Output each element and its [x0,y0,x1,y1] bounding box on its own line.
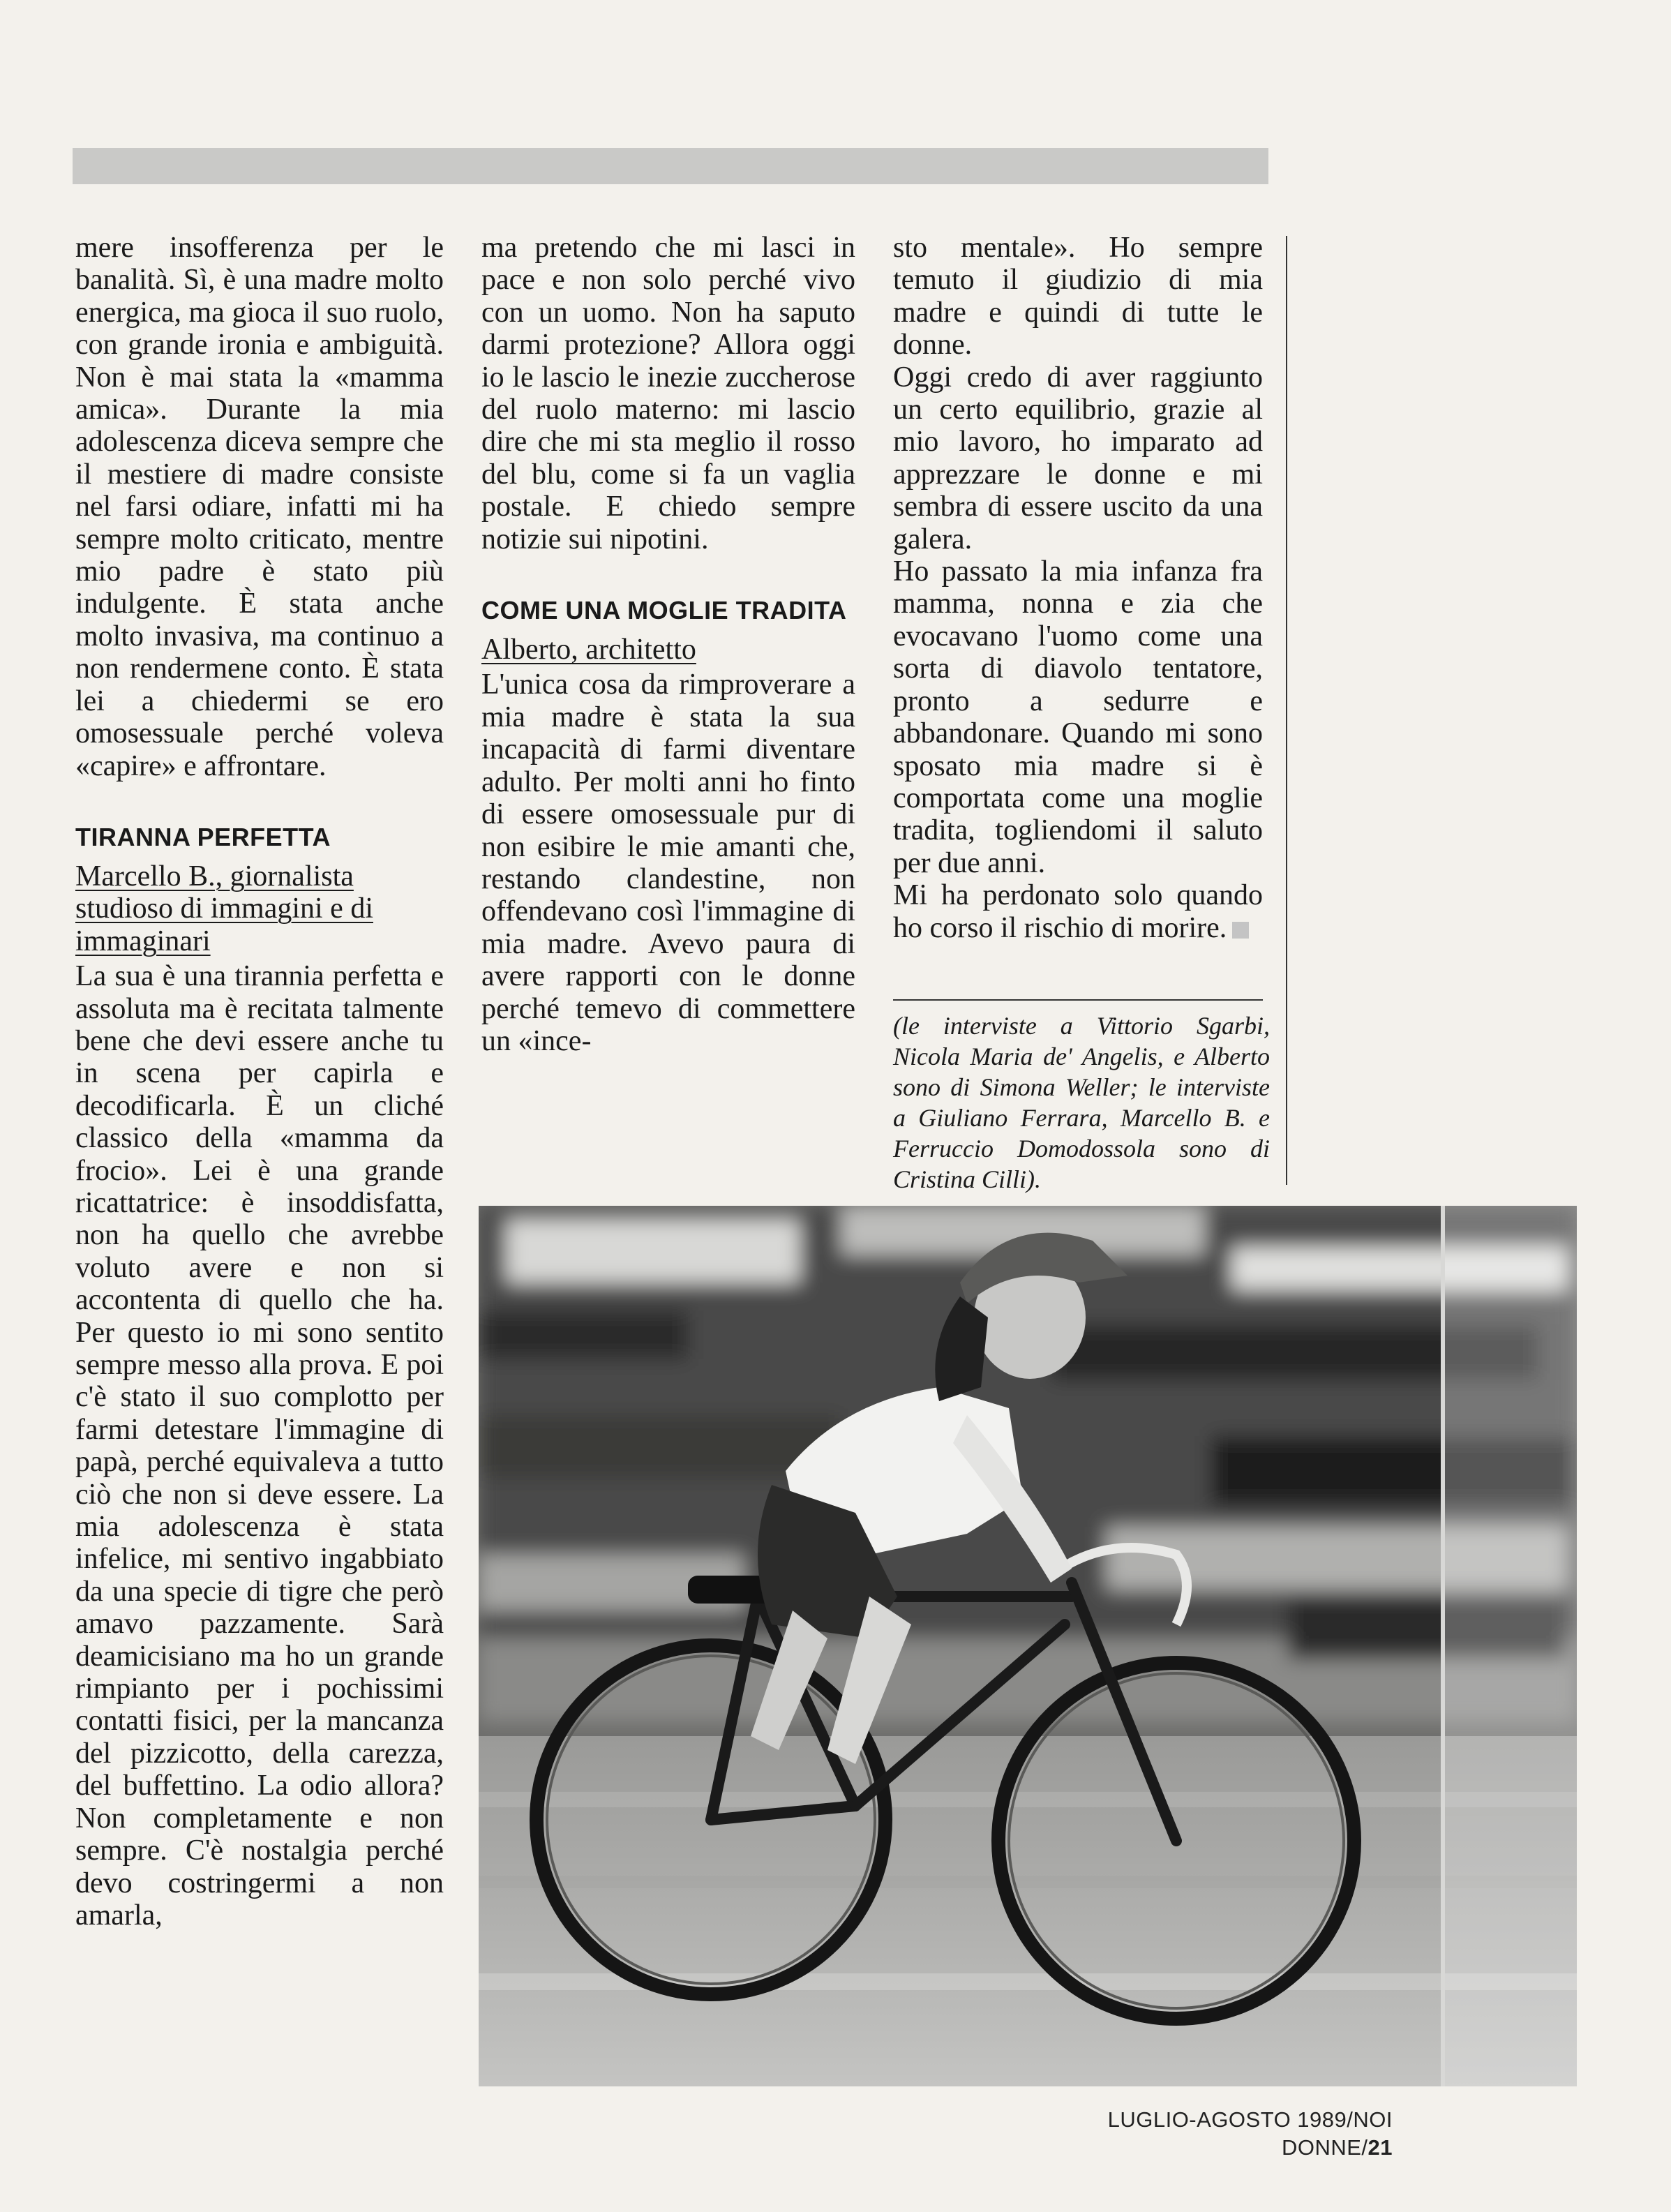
section-heading-come-una-moglie-tradita: COME UNA MOGLIE TRADITA [481,596,847,625]
section-heading-tiranna-perfetta: TIRANNA PERFETTA [75,822,331,851]
credits-divider [893,999,1263,1001]
page-number: 21 [1367,2135,1393,2160]
credits-text: (le interviste a Vittorio Sgarbi, Nicola Maria de' Angelis, e Alberto sono di Simona Weller; le interviste a Giuliano Ferrara, Marcello B. e Ferruccio Domodossola sono di Cristina Cilli). [893,1012,1270,1193]
paragraph-text: Mi ha perdonato solo quando ho corso il rischio di morire. [893,879,1263,944]
cyclist-photo-illustration [479,1206,1577,2086]
paragraph: sto mentale». Ho sempre temuto il giudizio di mia madre e quindi di tutte le donne. [893,232,1263,361]
footer-issue: LUGLIO-AGOSTO 1989/NOI DONNE/ [1107,2107,1393,2160]
article-column-3 [893,232,1263,944]
interview-credits [893,1010,1270,1195]
byline-alberto: Alberto, architetto [481,634,696,666]
paragraph-final [893,879,1263,944]
paragraph: ma pretendo che mi lasci in pace e non solo perché vivo con un uomo. Non ha saputo darmi protezione? Allora oggi io le lascio le inezie zuccherose del ruolo materno: mi lascio dire che mi sta meglio il rosso del blu, come si fa un vaglia postale. E chiedo sempre notizie sui nipotini. [481,232,855,555]
paragraph: mere insofferenza per le banalità. Sì, è una madre molto energica, ma gioca il suo ruolo, con grande ironia e ambiguità. Non è mai stata la «mamma amica». Durante la mia adolescenza diceva sempre che il mestiere di madre consiste nel farsi odiare, infatti mi ha sempre molto criticato, mentre mio padre è stato più indulgente. È stata anche molto invasiva, ma continuo a non rendermene conto. È stata lei a chiedermi se ero omosessuale perché voleva «capire» e affrontare. [75,232,444,782]
page-footer [1016,2106,1393,2162]
cyclist-photo [479,1206,1577,2086]
paragraph: Oggi credo di aver raggiunto un certo equilibrio, grazie al mio lavoro, ho imparato ad apprezzare le donne e mi sembra di essere uscito da una galera. [893,361,1263,555]
paragraph: L'unica cosa da rimproverare a mia madre è stata la sua incapacità di farmi diventare adulto. Per molti anni ho finto di essere omosessuale pur di non esibire le mie amanti che, restando clandestine, non offendevano così l'immagine di mia madre. Avevo paura di avere rapporti con le donne perché temevo di commettere un «ince- [481,668,855,1057]
article-column-2 [481,232,855,1057]
end-of-article-mark [1232,922,1249,939]
paragraph: La sua è una tirannia perfetta e assoluta ma è recitata talmente bene che devi essere anche tu in scena per capirla e decodificarla. È un cliché classico della «mamma da frocio». Lei è una grande ricattatrice: è insoddisfatta, non ha quello che avrebbe voluto avere e non si accontenta di quello che ha. Per questo io mi sono sentito sempre messo alla prova. E poi c'è stato il suo complotto per farmi detestare l'immagine di papà, perché equivaleva a tutto ciò che non si deve essere. La mia adolescenza è stata infelice, mi sentivo ingabbiato da una specie di tigre che però amavo pazzamente. Sarà deamicisiano ma ho un grande rimpianto per i pochissimi contatti fisici, per la mancanza del pizzicotto, della carezza, del buffettino. La odio allora? Non completamente e non sempre. C'è nostalgia perché devo costringermi a non amarla, [75,960,444,1931]
column-divider-rule [1286,236,1287,1185]
byline-marcello: Marcello B., giornalista studioso di immagini e di immaginari [75,860,373,957]
header-bar [73,148,1268,184]
article-column-1 [75,232,444,1931]
paragraph: Ho passato la mia infanza fra mamma, nonna e zia che evocavano l'uomo come una sorta di diavolo tentatore, pronto a sedurre e abbandonare. Quando mi sono sposato mia madre si è comportata come una moglie tradita, togliendomi il saluto per due anni. [893,555,1263,879]
